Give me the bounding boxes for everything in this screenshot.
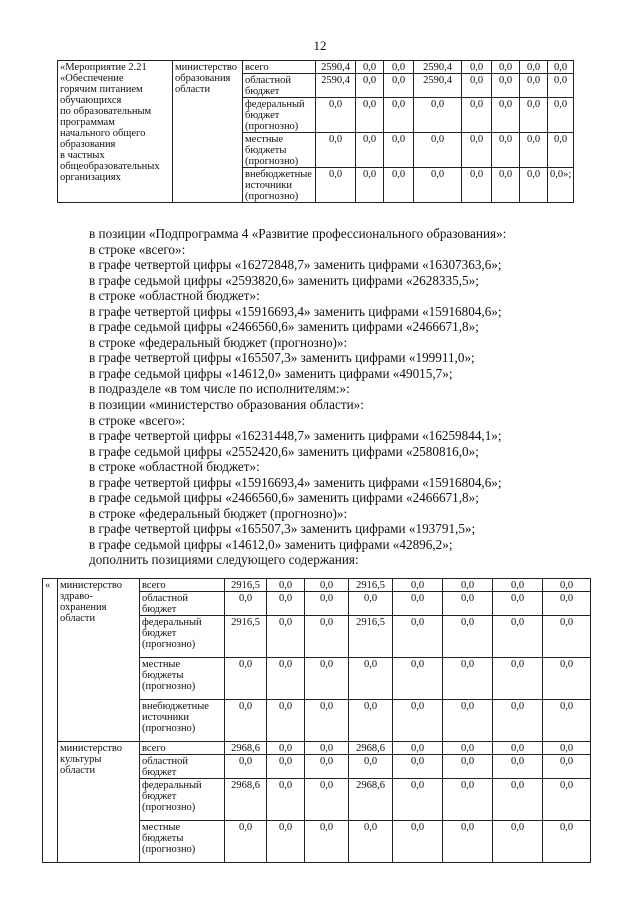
event-name-line: программам (60, 117, 115, 128)
event-name-line: обучающихся (60, 95, 122, 106)
executor-line: области (60, 613, 96, 624)
value-cell: 0,0 (384, 61, 414, 74)
value-cell: 0,0 (305, 579, 349, 592)
funding-source-cell (140, 658, 225, 700)
value-cell: 0,0 (492, 74, 520, 98)
funding-source-line: внебюджетные (142, 701, 209, 712)
executor-line: охранения (60, 602, 107, 613)
value-cell: 0,0 (393, 742, 443, 755)
value-cell: 0,0»; (548, 168, 574, 203)
value-cell: 0,0 (443, 821, 493, 863)
value-cell: 0,0 (349, 700, 393, 742)
text-line: в графе седьмой цифры «14612,0» заменить цифрами «49015,7»; (89, 365, 453, 381)
text-line: в строке «всего»: (89, 241, 186, 257)
funding-source-cell (140, 592, 225, 616)
value-cell: 2968,6 (225, 742, 267, 755)
value-cell: 0,0 (543, 616, 591, 658)
value-cell: 0,0 (356, 98, 384, 133)
funding-source-line: (прогнозно) (142, 681, 196, 692)
funding-source-line: (прогнозно) (245, 121, 299, 132)
value-cell: 0,0 (548, 74, 574, 98)
value-cell: 0,0 (543, 779, 591, 821)
value-cell: 0,0 (520, 168, 548, 203)
value-cell: 0,0 (493, 592, 543, 616)
value-cell: 0,0 (349, 755, 393, 779)
executor-line: области (175, 84, 211, 95)
funding-source-line: (прогнозно) (142, 844, 196, 855)
table-row (58, 61, 574, 74)
value-cell: 0,0 (393, 579, 443, 592)
value-cell: 0,0 (267, 755, 305, 779)
value-cell: 0,0 (520, 61, 548, 74)
value-cell: 0,0 (305, 658, 349, 700)
measure-table (57, 60, 574, 203)
value-cell: 0,0 (543, 579, 591, 592)
value-cell: 2590,4 (414, 74, 462, 98)
event-name-cell (58, 61, 173, 203)
funding-source-line: местные (142, 822, 181, 833)
text-line: в строке «всего»: (89, 412, 186, 428)
executor-cell (58, 579, 140, 742)
funding-source-line: областной (142, 756, 188, 767)
text-line: в подразделе «в том числе по исполнителям:»: (89, 381, 350, 397)
value-cell: 0,0 (225, 821, 267, 863)
value-cell: 0,0 (462, 74, 492, 98)
executor-line: министерство (60, 743, 123, 754)
value-cell: 0,0 (443, 742, 493, 755)
value-cell: 0,0 (267, 592, 305, 616)
text-line: в графе четвертой цифры «16231448,7» заменить цифрами «16259844,1»; (89, 428, 502, 444)
value-cell: 0,0 (356, 61, 384, 74)
funding-source-cell (243, 61, 316, 74)
value-cell: 2968,6 (349, 742, 393, 755)
funding-source-cell (140, 742, 225, 755)
value-cell: 0,0 (462, 133, 492, 168)
funding-source-cell (243, 133, 316, 168)
value-cell: 0,0 (543, 742, 591, 755)
value-cell: 2590,4 (316, 61, 356, 74)
event-name-line: «Мероприятие 2.21 (60, 62, 147, 73)
event-name-line: начального общего (60, 128, 146, 139)
value-cell: 0,0 (414, 133, 462, 168)
value-cell: 0,0 (520, 74, 548, 98)
text-line: в позиции «министерство образования области»: (89, 397, 364, 413)
funding-source-line: бюджеты (142, 833, 184, 844)
value-cell: 0,0 (316, 133, 356, 168)
text-line: в графе четвертой цифры «15916693,4» заменить цифрами «15916804,6»; (89, 303, 502, 319)
value-cell: 2968,6 (349, 779, 393, 821)
value-cell: 0,0 (305, 592, 349, 616)
value-cell: 0,0 (443, 755, 493, 779)
value-cell: 0,0 (492, 168, 520, 203)
funding-source-line: бюджет (245, 110, 280, 121)
executor-cell (58, 742, 140, 863)
funding-source-cell (140, 616, 225, 658)
value-cell: 0,0 (443, 779, 493, 821)
funding-source-line: областной (142, 593, 188, 604)
event-name-line: в частных (60, 150, 105, 161)
amendment-text (89, 226, 589, 568)
value-cell: 0,0 (393, 616, 443, 658)
value-cell: 0,0 (543, 755, 591, 779)
value-cell: 0,0 (520, 98, 548, 133)
value-cell: 0,0 (520, 133, 548, 168)
value-cell: 0,0 (443, 592, 493, 616)
funding-source-cell (243, 98, 316, 133)
funding-source-line: (прогнозно) (142, 723, 196, 734)
value-cell: 0,0 (493, 579, 543, 592)
funding-source-line: бюджет (142, 628, 177, 639)
value-cell: 0,0 (493, 755, 543, 779)
funding-source-line: бюджет (245, 86, 280, 97)
value-cell: 0,0 (356, 74, 384, 98)
value-cell: 0,0 (393, 779, 443, 821)
value-cell: 0,0 (543, 592, 591, 616)
funding-source-cell (140, 821, 225, 863)
value-cell: 0,0 (493, 821, 543, 863)
funding-source-cell (140, 700, 225, 742)
funding-source-line: федеральный (245, 99, 305, 110)
text-line: в позиции «Подпрограмма 4 «Развитие профессионального образования»: (89, 226, 507, 241)
funding-source-line: бюджеты (142, 670, 184, 681)
value-cell: 0,0 (305, 779, 349, 821)
value-cell: 0,0 (492, 61, 520, 74)
text-line: в графе четвертой цифры «16272848,7» заменить цифрами «16307363,6»; (89, 257, 502, 273)
value-cell: 0,0 (548, 133, 574, 168)
value-cell: 0,0 (393, 755, 443, 779)
value-cell: 0,0 (316, 98, 356, 133)
value-cell: 0,0 (393, 821, 443, 863)
value-cell: 0,0 (267, 579, 305, 592)
funding-source-line: бюджет (142, 604, 177, 615)
value-cell: 0,0 (493, 658, 543, 700)
value-cell: 0,0 (316, 168, 356, 203)
value-cell: 0,0 (462, 98, 492, 133)
value-cell: 0,0 (225, 700, 267, 742)
value-cell: 0,0 (349, 658, 393, 700)
text-line: в графе седьмой цифры «2593820,6» заменить цифрами «2628335,5»; (89, 272, 479, 288)
funding-source-line: источники (245, 180, 292, 191)
funding-source-cell (243, 74, 316, 98)
value-cell: 0,0 (305, 821, 349, 863)
value-cell: 0,0 (384, 98, 414, 133)
value-cell: 2916,5 (225, 616, 267, 658)
executor-line: культуры (60, 754, 102, 765)
value-cell: 0,0 (305, 700, 349, 742)
value-cell: 0,0 (543, 700, 591, 742)
funding-source-line: всего (245, 62, 269, 73)
funding-source-cell (140, 579, 225, 592)
funding-source-line: местные (245, 134, 284, 145)
funding-source-line: местные (142, 659, 181, 670)
value-cell: 0,0 (443, 616, 493, 658)
executor-line: образования (175, 73, 231, 84)
value-cell: 0,0 (548, 61, 574, 74)
funding-source-cell (243, 168, 316, 203)
text-line: в графе седьмой цифры «2466560,6» заменить цифрами «2466671,8»; (89, 319, 479, 335)
event-name-line: общеобразовательных (60, 161, 160, 172)
funding-source-line: федеральный (142, 617, 202, 628)
event-name-line: «Обеспечение (60, 73, 124, 84)
funding-source-line: источники (142, 712, 189, 723)
text-line: в строке «федеральный бюджет (прогнозно)»: (89, 505, 348, 521)
value-cell: 0,0 (356, 133, 384, 168)
value-cell: 0,0 (349, 592, 393, 616)
value-cell: 0,0 (493, 700, 543, 742)
value-cell: 0,0 (349, 821, 393, 863)
value-cell: 0,0 (543, 658, 591, 700)
funding-source-line: федеральный (142, 780, 202, 791)
value-cell: 0,0 (493, 779, 543, 821)
value-cell: 0,0 (267, 779, 305, 821)
value-cell: 0,0 (414, 168, 462, 203)
text-line: дополнить позициями следующего содержания: (89, 552, 359, 568)
funding-source-line: всего (142, 580, 166, 591)
value-cell: 2968,6 (225, 779, 267, 821)
funding-source-cell (140, 779, 225, 821)
value-cell: 0,0 (443, 579, 493, 592)
value-cell: 0,0 (493, 742, 543, 755)
funding-source-line: внебюджетные (245, 169, 312, 180)
value-cell: 0,0 (443, 700, 493, 742)
value-cell: 0,0 (393, 592, 443, 616)
value-cell: 0,0 (267, 821, 305, 863)
event-name-line: образования (60, 139, 116, 150)
text-line: в графе четвертой цифры «165507,3» заменить цифрами «193791,5»; (89, 521, 476, 537)
value-cell: 0,0 (225, 658, 267, 700)
executor-line: области (60, 765, 96, 776)
event-name-line: по образовательным (60, 106, 152, 117)
funding-source-line: бюджеты (245, 145, 287, 156)
text-line: в строке «федеральный бюджет (прогнозно)»: (89, 334, 348, 350)
text-line: в строке «областной бюджет»: (89, 288, 260, 304)
value-cell: 0,0 (305, 755, 349, 779)
funding-source-line: бюджет (142, 767, 177, 778)
value-cell: 0,0 (384, 168, 414, 203)
event-name-line: горячим питанием (60, 84, 143, 95)
funding-source-cell (140, 755, 225, 779)
open-quote-cell: « (43, 579, 58, 863)
addition-table (42, 578, 591, 863)
value-cell: 0,0 (384, 74, 414, 98)
funding-source-line: всего (142, 743, 166, 754)
page-number: 12 (313, 38, 327, 53)
value-cell: 0,0 (267, 742, 305, 755)
table-row (43, 579, 591, 592)
executor-cell (173, 61, 243, 203)
value-cell: 2590,4 (316, 74, 356, 98)
executor-line: министерство (175, 62, 238, 73)
value-cell: 0,0 (393, 658, 443, 700)
text-line: в графе седьмой цифры «2466560,6» заменить цифрами «2466671,8»; (89, 490, 479, 506)
value-cell: 0,0 (443, 658, 493, 700)
text-line: в графе четвертой цифры «15916693,4» заменить цифрами «15916804,6»; (89, 474, 502, 490)
text-line: в графе четвертой цифры «165507,3» заменить цифрами «199911,0»; (89, 350, 475, 366)
funding-source-line: (прогнозно) (142, 639, 196, 650)
funding-source-line: бюджет (142, 791, 177, 802)
value-cell: 0,0 (492, 98, 520, 133)
value-cell: 0,0 (305, 742, 349, 755)
value-cell: 0,0 (384, 133, 414, 168)
text-line: в графе седьмой цифры «2552420,6» заменить цифрами «2580816,0»; (89, 443, 479, 459)
funding-source-line: (прогнозно) (245, 191, 299, 202)
value-cell: 0,0 (543, 821, 591, 863)
executor-line: здраво- (60, 591, 93, 602)
value-cell: 0,0 (414, 98, 462, 133)
executor-line: министерство (60, 580, 123, 591)
value-cell: 0,0 (493, 616, 543, 658)
value-cell: 2590,4 (414, 61, 462, 74)
value-cell: 0,0 (267, 700, 305, 742)
value-cell: 0,0 (548, 98, 574, 133)
value-cell: 0,0 (225, 755, 267, 779)
funding-source-line: (прогнозно) (245, 156, 299, 167)
text-line: в графе седьмой цифры «14612,0» заменить цифрами «42896,2»; (89, 536, 453, 552)
value-cell: 2916,5 (225, 579, 267, 592)
value-cell: 0,0 (267, 658, 305, 700)
value-cell: 0,0 (225, 592, 267, 616)
value-cell: 0,0 (393, 700, 443, 742)
value-cell: 2916,5 (349, 616, 393, 658)
text-line: в строке «областной бюджет»: (89, 459, 260, 475)
funding-source-line: (прогнозно) (142, 802, 196, 813)
value-cell: 0,0 (356, 168, 384, 203)
event-name-line: организациях (60, 172, 121, 183)
value-cell: 2916,5 (349, 579, 393, 592)
value-cell: 0,0 (305, 616, 349, 658)
funding-source-line: областной (245, 75, 291, 86)
value-cell: 0,0 (267, 616, 305, 658)
value-cell: 0,0 (462, 168, 492, 203)
value-cell: 0,0 (492, 133, 520, 168)
table-row (43, 742, 591, 755)
value-cell: 0,0 (462, 61, 492, 74)
